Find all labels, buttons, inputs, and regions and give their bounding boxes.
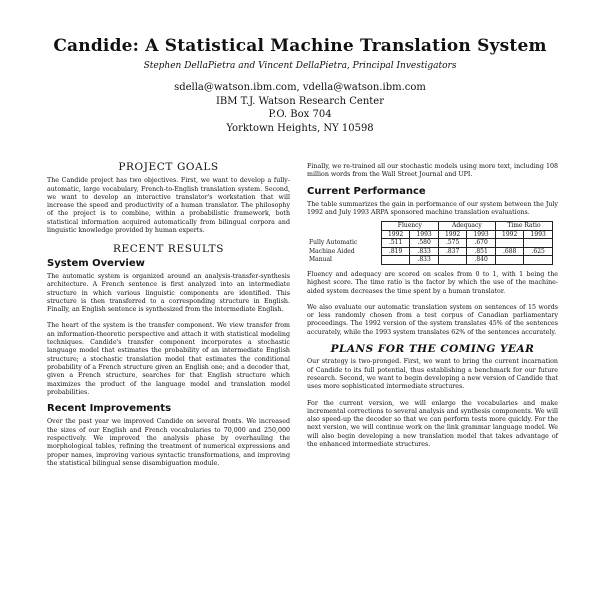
table-cell (495, 239, 524, 248)
system-overview-heading: System Overview (47, 257, 145, 269)
year-cell: 1993 (467, 230, 496, 239)
year-cell: 1992 (381, 230, 410, 239)
table-cell: .819 (381, 247, 410, 256)
system-overview-paragraph-2: The heart of the system is the transfer component. We view transfer from an information-theoretic perspective and attach it with statistical modeling techniques. Candide's transfer component incorporates a stochastic language model that estimates the probability of an intermediate English structure; a stochastic translation model that estimates the conditional probability of a French structure given an English one; and a decoder that, given a French structure, searches for that English structure which maximizes the product of the language model and translation model probabilities. (47, 322, 290, 396)
table-cell: .625 (524, 247, 553, 256)
table-cell (524, 239, 553, 248)
adequacy-header: Adequacy (438, 222, 495, 231)
current-performance-heading: Current Performance (307, 185, 426, 197)
scoring-note-paragraph: Fluency and adequacy are scored on scales from 0 to 1, with 1 being the highest score. The time ratio is the factor by which the use of the machine-aided system decreases the time spent by a human translator. (307, 270, 558, 295)
year-cell: 1992 (438, 230, 467, 239)
table-cell: .833 (410, 256, 439, 265)
recent-improvements-text: Over the past year we improved Candide on several fronts. We increased the sizes of our English and French vocabularies to 70,000 and 250,000 respectively. We improved the analysis phase by overhauling the morphological tables, refining the treatment of numerical expressions and proper names, improving various syntactic transformations, and improving the statistical bilingual sense disambiguation module. (47, 418, 290, 467)
table-cell (438, 256, 467, 265)
table-row (307, 239, 553, 248)
paper-title: Candide: A Statistical Machine Translation System (53, 36, 547, 56)
table-cell: .580 (410, 239, 439, 248)
authors-line: Stephen DellaPietra and Vincent DellaPietra, Principal Investigators (143, 61, 457, 71)
system-overview-paragraph-1: The automatic system is organized around an analysis-transfer-synthesis architecture. A French sentence is first analyzed into an intermediate structure in which various linguistic components are identified. This structure is then transferred to a corresponding structure in English. Finally, an English sentence is synthesized from the intermediate English. (47, 272, 290, 314)
plans-heading: PLANS FOR THE COMING YEAR (330, 343, 535, 356)
table-row (307, 256, 553, 265)
table-cell: .833 (410, 247, 439, 256)
table-cell (495, 256, 524, 265)
row-label: Fully Automatic (307, 239, 381, 248)
plans-paragraph-2: For the current version, we will enlarge the vocabularies and make incremental corrections to several analysis and synthesis components. We will also speed-up the decoder so that we can perform tests more quickly. For the next version, we will continue work on the link grammar language model. We will also begin developing a new translation model that takes advantage of the enhanced intermediate structures. (307, 399, 558, 449)
table-corner (307, 230, 381, 239)
table-cell: .688 (495, 247, 524, 256)
plans-paragraph-1: Our strategy is two-pronged. First, we want to bring the current incarnation of Candide to its full potential, thus establishing a benchmark for our future research. Second, we want to begin developing a new version of Candide that uses more sophisticated intermediate structures. (307, 358, 558, 391)
performance-intro: The table summarizes the gain in performance of our system between the July 1992 and July 1993 ARPA sponsored machine translation evaluations. (307, 200, 558, 217)
fluency-header: Fluency (381, 222, 438, 231)
year-cell: 1993 (524, 230, 553, 239)
project-goals-text: The Candide project has two objectives. First, we want to develop a fully-automatic, large vocabulary, French-to-English translation system. Second, we want to develop an interactive translator's workstation that will increase the speed and productivity of a human translator. The philosophy of the project is to combine, within a probabilistic framework, both statistical information acquired automatically from bilingual corpora and linguistic knowledge provided by human experts. (47, 177, 290, 235)
table-cell: .670 (467, 239, 496, 248)
project-goals-heading: PROJECT GOALS (118, 161, 219, 173)
table-cell: .837 (438, 247, 467, 256)
right-column (307, 163, 558, 457)
table-year-header-row (307, 230, 553, 239)
recent-results-heading: RECENT RESULTS (112, 243, 225, 256)
performance-table (307, 221, 553, 265)
table-cell: .851 (467, 247, 496, 256)
table-cell: .511 (381, 239, 410, 248)
row-label: Machine Aided (307, 247, 381, 256)
address-block (0, 81, 600, 135)
retraining-paragraph: Finally, we re-trained all our stochastic models using more text, including 108 million words from the Wall Street Journal and UPI. (307, 163, 558, 179)
recent-improvements-heading: Recent Improvements (47, 403, 172, 415)
table-cell (524, 256, 553, 265)
table-group-header-row (307, 222, 553, 231)
city-line: Yorktown Heights, NY 10598 (226, 122, 374, 134)
row-label: Manual (307, 256, 381, 265)
table-cell (381, 256, 410, 265)
institution-line: IBM T.J. Watson Research Center (215, 95, 385, 107)
left-column (47, 163, 290, 476)
table-cell: .575 (438, 239, 467, 248)
table-cell: .840 (467, 256, 496, 265)
email-line: sdella@watson.ibm.com, vdella@watson.ibm.com (174, 82, 426, 93)
table-corner (307, 222, 381, 231)
table-row (307, 247, 553, 256)
year-cell: 1993 (410, 230, 439, 239)
time-ratio-header: Time Ratio (495, 222, 552, 231)
evaluation-paragraph: We also evaluate our automatic translation system on sentences of 15 words or less randomly chosen from a test corpus of Canadian parliamentary proceedings. The 1992 version of the system translates 45% of the sentences accurately, while the 1993 system translates 62% of the sentences accurately. (307, 303, 558, 336)
po-box-line: P.O. Box 704 (268, 109, 332, 120)
year-cell: 1992 (495, 230, 524, 239)
